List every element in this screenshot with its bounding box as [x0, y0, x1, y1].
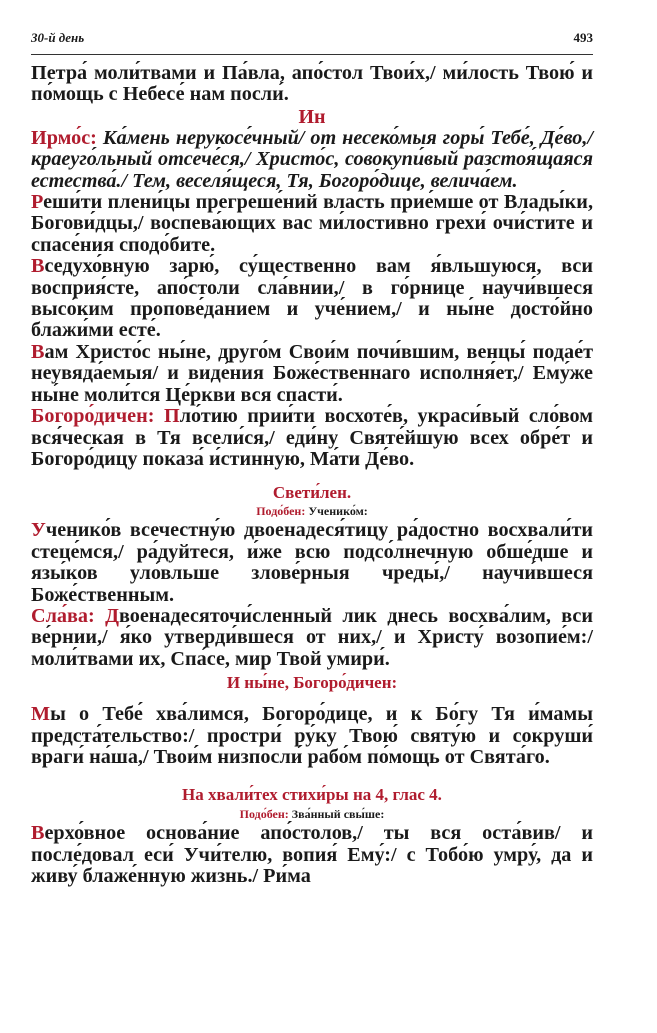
drop-initial: М: [31, 703, 51, 726]
podoben-line: Подо́бен: Зва́нный свы́ше:: [239, 807, 385, 822]
troparion-3: Вам Христо́с ны́не, друго́м Свои́м почи́вшим, венцы́ подае́т неувяда́емыя/ и виде́ния Боже́ственнаго исполня́ет,/ Ему́же ны́не моли́тся Це́ркви вся спасти́.: [31, 340, 593, 406]
irmos-label: Ирмо́с:: [31, 126, 97, 149]
irmos-text: Ка́мень нерукосе́чный/ от несеко́мыя горы́ Тебе́, Де́во,/ краеуго́льный отсече́ся,/ Христо́с, совокупи́вый разстоя́щаяся естества́./ Тем, веселя́щеся, Тя, Богоро́дице, велича́ем.: [31, 126, 593, 192]
page-number: 493: [573, 30, 593, 45]
drop-initial: В: [31, 340, 45, 363]
section-title-stichera: На хвали́тех стихи́ры на 4, глас 4.: [182, 785, 442, 805]
slava-label: Сла́ва:: [31, 604, 95, 627]
theotokion-label: Богоро́дичен:: [31, 405, 155, 428]
section-title-i-nyne: И ны́не, Богоро́дичен:: [226, 673, 398, 693]
theotokion: Богоро́дичен: Пло́тию прии́ти восхоте́в, украси́вый сло́вом вся́ческая в Тя всели́ся,/ еди́ну Святе́йшую всех обре́т и Богоро́дицу показа́ и́стинную, Ма́ти Де́во.: [31, 405, 593, 470]
i-nyne-text: Мы о Тебе́ хва́лимся, Богоро́дице, и к Бо́гу Тя и́мамы предста́тельство:/ простри́ ру́ку Твою́ святу́ю и сокруши́ враги́ на́ша,/ Твои́м низпосли́ рабо́м по́мощь от Свята́го.: [31, 703, 593, 768]
slava-text: Сла́ва: Двоенадесяточи́сленный лик днесь восхва́лим, вси ве́рнии,/ я́ко утверди́вшеся от них,/ и Христу́ возопие́м:/ моли́твами их, Спа́се, мир Твой умири́.: [31, 604, 594, 670]
podoben-line: Подо́бен: Ученико́м:: [256, 504, 368, 519]
section-title-svetilen: Свети́лен.: [272, 483, 352, 503]
drop-initial: В: [31, 822, 45, 845]
troparion-2: Вседухо́вную зарю́, су́щественно вам я́вльшуюся, вси восприя́сте, апо́столи сла́внии,/ в го́рнице научи́вшеся высо́ким пропове́данием и уче́нием,/ и ны́не досто́йно блажи́ми есте́.: [31, 255, 593, 342]
running-title: 30-й день: [31, 30, 85, 45]
paragraph-irmos: [31, 128, 593, 192]
drop-initial: В: [31, 255, 45, 278]
stichera-text: Верхо́вное основа́ние апо́столов,/ ты вся оста́вив/ и после́довал еси́ Учи́телю, вопия́ Ему́:/ с Тобо́ю умру́, да и живу́ блаже́нную жизнь./ Ри́ма: [31, 822, 593, 888]
troparion-1: Реши́ти плени́цы прегреше́ний власть прие́мше от Влады́ки, Богови́дцы,/ воспева́ющих вас ми́лостивно грехи́ очи́стите и спасе́ния сподо́бите.: [31, 191, 593, 256]
drop-initial: Р: [31, 191, 44, 214]
running-header: [31, 30, 593, 55]
svetilen-text: Ученико́в всечестну́ю двоенадеся́тицу ра́достно восхвали́ти стеце́мся,/ ра́дуйтеся, и́же всю подсо́лнечную обше́дше и язы́ков уло́вльше злове́рныя чреды́,/ научи́вшеся Боже́ственным.: [31, 519, 593, 606]
section-title-in: Ин: [298, 105, 326, 128]
drop-initial: У: [31, 519, 46, 542]
paragraph-petra: Петра́ моли́твами и Па́вла, апо́стол Твои́х,/ ми́лость Твою́ и по́мощь с Небесе́ нам посли́.: [31, 62, 593, 106]
